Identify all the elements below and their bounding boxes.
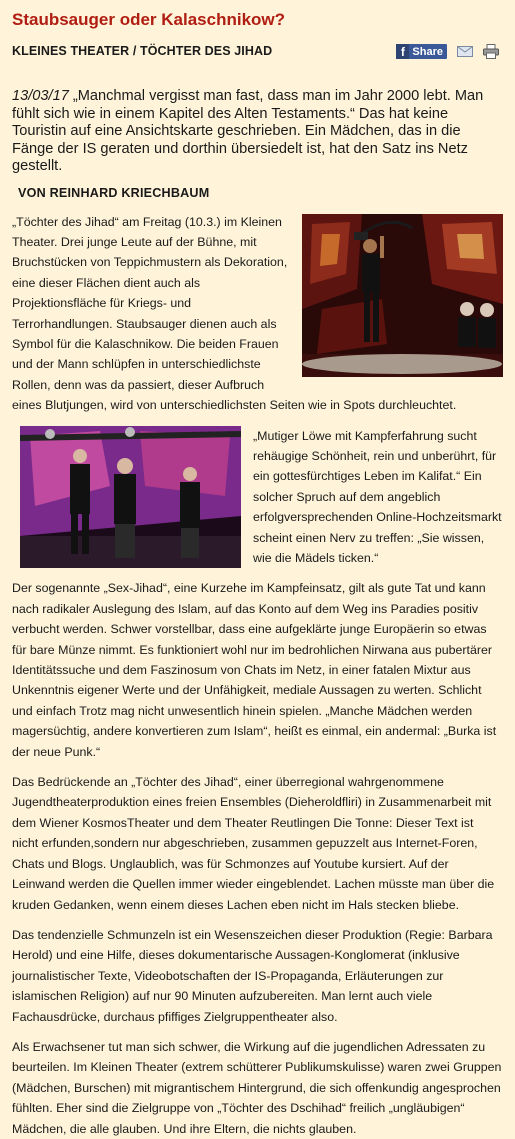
lead-text: „Manchmal vergisst man fast, dass man im Jahr 2000 lebt. Man fühlt sich wie in einem Kapitel des Alten Testaments.“ Das hat keine Touristin auf eine Ansichtskarte geschrieben. Ein Mädchen, das in die Fänge der IS geraten und dorthin übersiedelt ist, hat den Satz ins Netz gestellt. [12,88,484,174]
print-icon[interactable] [483,44,499,59]
article-header-row [12,44,503,66]
stage-photo-right [302,214,503,377]
facebook-icon: f [396,44,409,59]
share-label: Share [412,45,443,58]
paragraph-1: „Töchter des Jihad“ am Freitag (10.3.) im Kleinen Theater. Drei junge Leute auf der Bühne, mit Bruchstücken von Teppichmustern als Dekoration, eine dieser Flächen dient auch als Projektionsfläche für Kriegs- und Terrorhandlungen. Staubsauger dienen auch als Symbol für die Kalaschnikow. Die beiden Frauen und der Mann schlüpfen in unterschiedlichste Rollen, denn was da passiert, dieser Aufbruch eines Blutjungen, wird von unterschiedlichsten Seiten wie in Spots durchleuchtet. [12,214,457,413]
paragraph-3: Der sogenannte „Sex-Jihad“, eine Kurzehe im Kampfeinsatz, gilt als gute Tat und kann nach radikaler Auslegung des Islam, auf das Konto auf dem Weg ins Paradies positiv verbucht werden. Schwer vorstellbar, dass eine aufgeklärte junge Europäerin so etwas für bare Münze nimmt. Es funktioniert wohl nur im bedrohlichen Nirwana aus pubertärer Identitätssuche und dem Faszinosum von Chats im Netz, in einer fatalen Mixtur aus Unkenntnis eigener Werte und der Unfähigkeit, mediale Aussagen zu werten. Schlicht und einfach Trotz mag nicht unwesentlich hinein spielen. „Manche Mädchen werden magersüchtig, andere konvertieren zum Islam“, heißt es einmal, ein andermal: „Burka ist der neue Punk.“ [12,581,497,759]
paragraph-4: Das Bedrückende an „Töchter des Jihad“, einer überregional wahrgenommene Jugendtheaterproduktion eines freien Ensembles (Dieheroldfliri) in Zusammenarbeit mit dem Wiener KosmosTheater und dem Theater Reutlingen Die Tonne: Dieser Text ist nicht erfunden,sondern nur abgeschrieben, zusammen gepuzzelt aus Internet-Foren, Chats und Blogs. Unglaublich, was für Schmonzes auf Youtube kursiert. Auf der Leinwand werden die Quellen immer wieder eingeblendet. Lachen müsste man über die kruden Gedanken, wenn einem dieses Lachen eben nicht im Hals stecken bliebe. [12,775,495,912]
article-subtitle: KLEINES THEATER / TÖCHTER DES JIHAD [12,44,273,58]
email-icon[interactable] [457,46,473,57]
article-date: 13/03/17 [12,88,69,104]
article-author: VON REINHARD KRIECHBAUM [18,185,210,200]
article-body [12,212,503,1139]
stage-photo-left [20,426,241,568]
article-lead [12,88,503,176]
paragraph-5: Das tendenzielle Schmunzeln ist ein Wesenszeichen dieser Produktion (Regie: Barbara Herold) und eine Hilfe, dieses dokumentarische Aussagen-Konglomerat (inklusive journalistischer Texte, Videobotschaften der IS-Propaganda, Erläuterungen zur islamischen Religion) auf nur 90 Minuten aufzubereiten. Man lernt auch viele Fachausdrücke, durchaus pfiffiges Zielgruppentheater also. [12,927,493,1024]
facebook-share-button[interactable] [396,44,447,59]
article-title: Staubsauger oder Kalaschnikow? [12,10,286,29]
paragraph-2: „Mutiger Löwe mit Kampferfahrung sucht rehäugige Schönheit, rein und unberührt, für ein gottesfürchtiges Leben im Kalifat.“ Ein solcher Spruch auf dem angeblich erfolgversprechenden Online-Hochzeitsmarkt scheint einen Nerv zu treffen: „Sie wissen, wie die Mädels ticken.“ [253,428,502,565]
paragraph-6: Als Erwachsener tut man sich schwer, die Wirkung auf die jugendlichen Adressaten zu beurteilen. Im Kleinen Theater (extrem schütterer Publikumskulisse) waren zwei Gruppen (Mädchen, Burschen) mit migrantischem Hintergrund, die sich offenkundig angesprochen fühlten. Eher sind die Zielgruppe von „Töchter des Dschihad“ freilich „ungläubigen“ Mädchen, die alle glauben. Und ihre Eltern, die nichts glauben. [12,1039,502,1136]
article-tools [396,44,499,59]
